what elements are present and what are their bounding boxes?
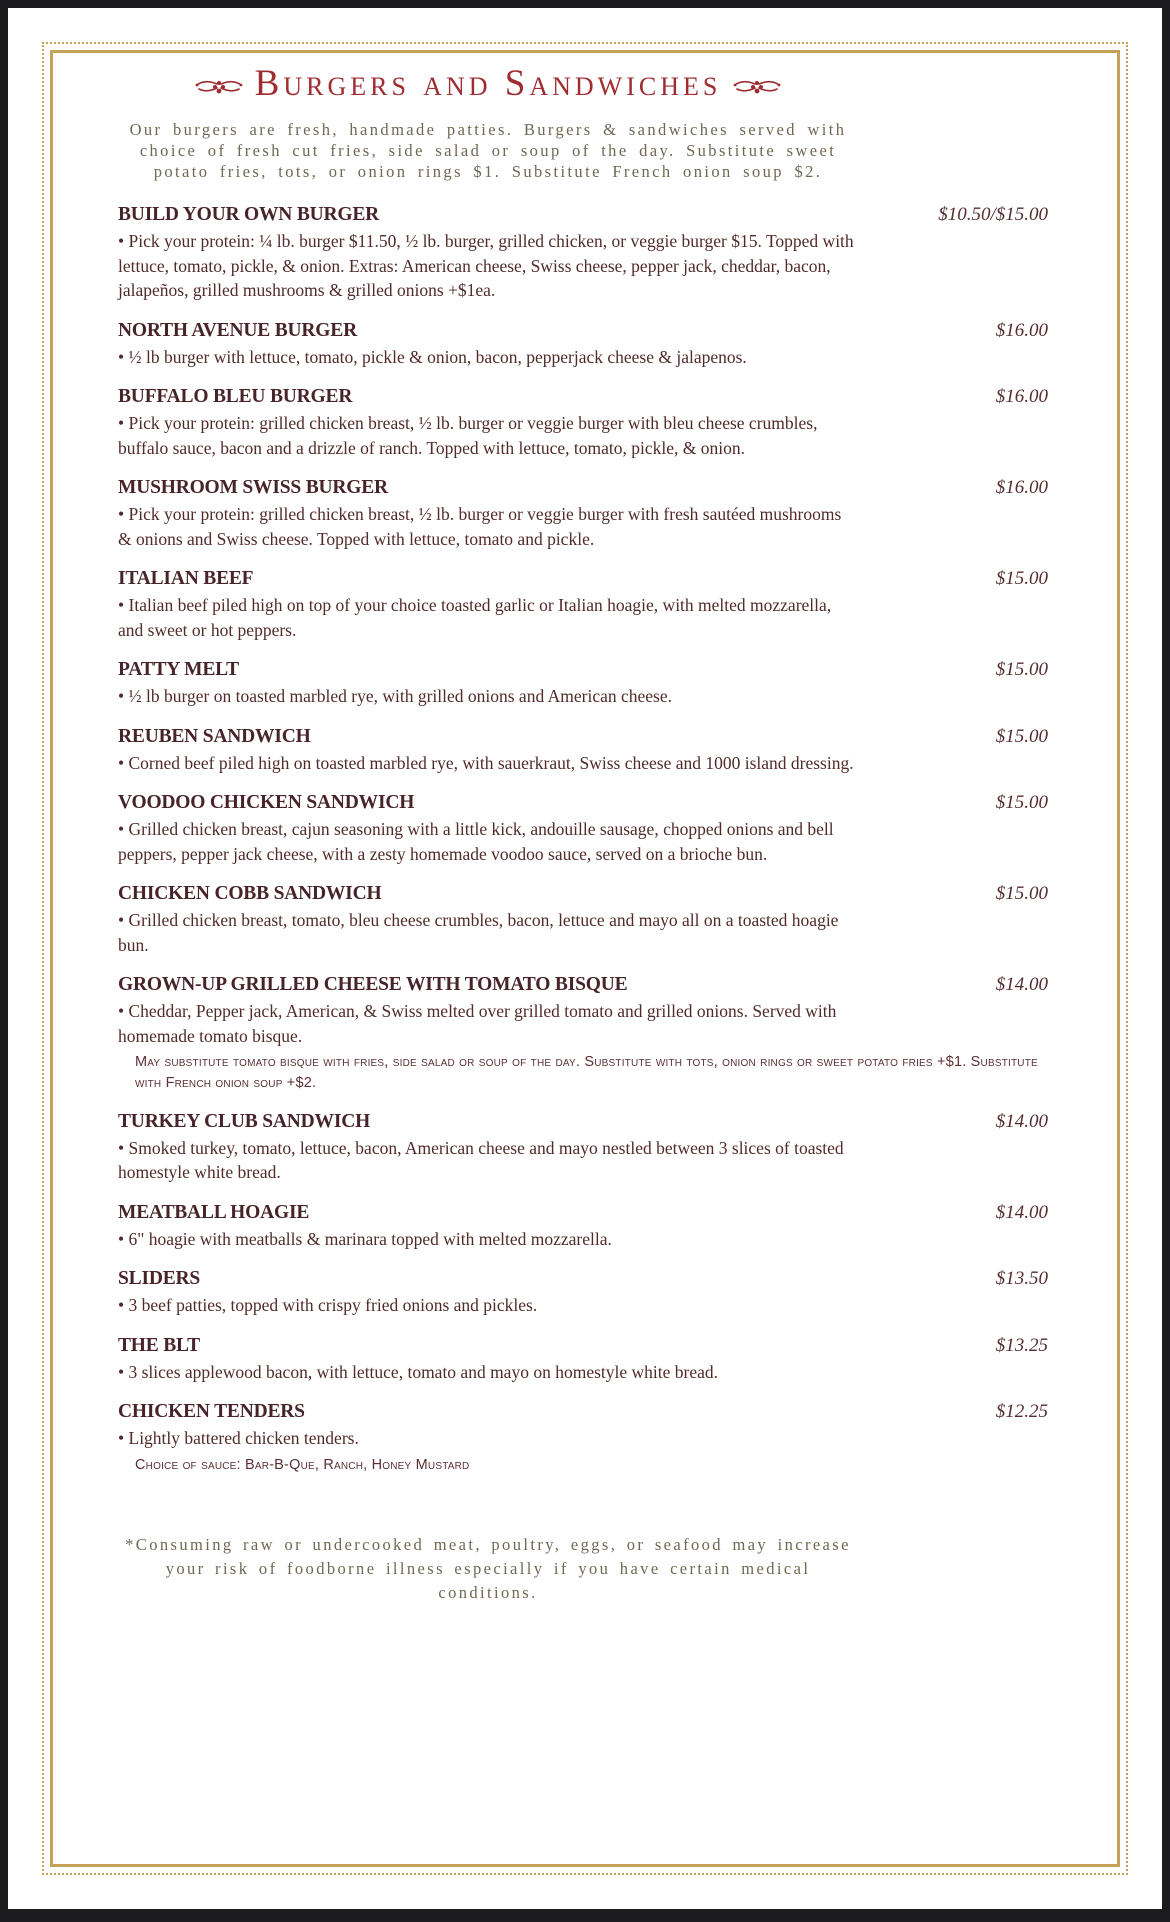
menu-item <box>118 792 1048 866</box>
item-price: $14.00 <box>995 1201 1048 1223</box>
section-title-row <box>118 62 858 105</box>
menu-item <box>118 974 1048 1093</box>
item-description: • Pick your protein: ¼ lb. burger $11.50, ½ lb. burger, grilled chicken, or veggie burger $15. Topped with lettuce, tomato, pickle, & onion. Extras: American cheese, Swiss cheese, pepper jack, cheddar, bacon, jalapeños, grilled mushrooms & grilled onions +$1ea. <box>118 231 854 301</box>
item-description: • Lightly battered chicken tenders. <box>118 1428 359 1448</box>
menu-card <box>8 8 1162 1909</box>
item-name: CHICKEN COBB SANDWICH <box>118 883 382 905</box>
item-name: THE BLT <box>118 1334 200 1356</box>
item-price: $13.25 <box>995 1334 1048 1356</box>
menu-item-head <box>118 974 1048 996</box>
disclaimer-text: *Consuming raw or undercooked meat, poultry, eggs, or seafood may increase your risk of foodborne illness especially if you have certain medical conditions. <box>125 1535 851 1602</box>
item-name: VOODOO CHICKEN SANDWICH <box>118 792 415 814</box>
menu-item <box>118 659 1048 709</box>
menu-item-head <box>118 1401 1048 1423</box>
item-price: $16.00 <box>995 386 1048 408</box>
menu-item-head <box>118 659 1048 681</box>
item-name: SLIDERS <box>118 1268 201 1289</box>
menu-item-head <box>118 320 1048 342</box>
item-description: • Italian beef piled high on top of your choice toasted garlic or Italian hoagie, with melted mozzarella, and sweet or hot peppers. <box>118 595 832 640</box>
item-name: NORTH AVENUE BURGER <box>118 319 357 341</box>
page-title: Burgers and Sandwiches <box>254 63 722 104</box>
menu-item-head <box>118 883 1048 905</box>
menu-item <box>118 1401 1048 1475</box>
menu-item <box>118 477 1048 551</box>
menu-item <box>118 386 1048 460</box>
item-name: BUILD YOUR OWN BURGER <box>118 204 380 226</box>
item-description: • Corned beef piled high on toasted marbled rye, with sauerkraut, Swiss cheese and 1000 island dressing. <box>118 752 854 773</box>
item-price: $13.50 <box>995 1268 1048 1289</box>
item-name: MEATBALL HOAGIE <box>118 1201 310 1223</box>
item-name: REUBEN SANDWICH <box>118 725 311 747</box>
menu-item-head <box>118 386 1048 408</box>
item-description: • Grilled chicken breast, tomato, bleu cheese crumbles, bacon, lettuce and mayo all on a toasted hoagie bun. <box>118 910 839 955</box>
item-price: $15.00 <box>995 725 1048 747</box>
item-name: PATTY MELT <box>118 659 239 681</box>
item-description: • Pick your protein: grilled chicken breast, ½ lb. burger or veggie burger with bleu cheese crumbles, buffalo sauce, bacon and a drizzle of ranch. Topped with lettuce, tomato, pickle, & onion. <box>118 413 818 458</box>
item-price: $16.00 <box>995 319 1048 341</box>
menu-item-head <box>118 204 1048 226</box>
item-description: • 6" hoagie with meatballs & marinara topped with melted mozzarella. <box>118 1228 612 1249</box>
flourish-icon <box>195 77 243 97</box>
menu-item-head <box>118 1202 1048 1224</box>
menu-item <box>118 204 1048 303</box>
menu-item <box>118 1268 1048 1318</box>
menu-item <box>118 568 1048 642</box>
item-price: $12.25 <box>995 1401 1048 1422</box>
item-note: May substitute tomato bisque with fries, side salad or soup of the day. Substitute with tots, onion rings or sweet potato fries +$1. Substitute with French onion soup +$2. <box>135 1054 1038 1091</box>
menu-item-head <box>118 477 1048 499</box>
menu-content <box>118 62 1048 1605</box>
menu-item <box>118 726 1048 776</box>
menu-item-head <box>118 568 1048 590</box>
menu-item <box>118 1111 1048 1185</box>
item-description: • Grilled chicken breast, cajun seasoning with a little kick, andouille sausage, chopped onions and bell peppers, pepper jack cheese, with a zesty homemade voodoo sauce, served on a brioche bun. <box>118 819 834 864</box>
item-price: $15.00 <box>995 883 1048 905</box>
item-description: • 3 slices applewood bacon, with lettuce, tomato and mayo on homestyle white bread. <box>118 1361 718 1382</box>
item-price: $14.00 <box>995 1110 1048 1132</box>
menu-items <box>118 204 1048 1475</box>
item-name: MUSHROOM SWISS BURGER <box>118 477 388 499</box>
item-note: Choice of sauce: Bar-B-Que, Ranch, Honey Mustard <box>135 1456 470 1473</box>
item-name: TURKEY CLUB SANDWICH <box>118 1110 371 1132</box>
menu-item <box>118 320 1048 370</box>
item-description: • Smoked turkey, tomato, lettuce, bacon, American cheese and mayo nestled between 3 slices of toasted homestyle white bread. <box>118 1137 844 1182</box>
menu-item-head <box>118 1268 1048 1290</box>
menu-item-head <box>118 726 1048 748</box>
item-description: • ½ lb burger with lettuce, tomato, pickle & onion, bacon, pepperjack cheese & jalapenos. <box>118 346 747 367</box>
item-description: • Cheddar, Pepper jack, American, & Swiss melted over grilled tomato and grilled onions. Served with homemade tomato bisque. <box>118 1001 837 1046</box>
intro-text: Our burgers are fresh, handmade patties. Burgers & sandwiches served with choice of fresh cut fries, side salad or soup of the day. Substitute sweet potato fries, tots, or onion rings $1. Substitute French onion soup $2. <box>129 120 847 181</box>
item-name: ITALIAN BEEF <box>118 568 254 590</box>
item-name: GROWN-UP GRILLED CHEESE WITH TOMATO BISQUE <box>118 974 628 996</box>
menu-item-head <box>118 792 1048 814</box>
item-price: $15.00 <box>995 792 1048 814</box>
menu-item <box>118 1202 1048 1252</box>
item-price: $16.00 <box>995 477 1048 499</box>
item-description: • 3 beef patties, topped with crispy fried onions and pickles. <box>118 1295 538 1315</box>
menu-item <box>118 883 1048 957</box>
item-description: • Pick your protein: grilled chicken breast, ½ lb. burger or veggie burger with fresh sautéed mushrooms & onions and Swiss cheese. Topped with lettuce, tomato and pickle. <box>118 504 842 549</box>
menu-item-head <box>118 1111 1048 1133</box>
menu-item-head <box>118 1335 1048 1357</box>
item-price: $14.00 <box>995 974 1048 996</box>
flourish-icon <box>733 77 781 97</box>
menu-item <box>118 1335 1048 1385</box>
item-price: $15.00 <box>995 568 1048 590</box>
item-price: $15.00 <box>995 659 1048 681</box>
item-name: CHICKEN TENDERS <box>118 1401 305 1422</box>
item-name: BUFFALO BLEU BURGER <box>118 386 353 408</box>
item-price: $10.50/$15.00 <box>938 204 1048 226</box>
item-description: • ½ lb burger on toasted marbled rye, with grilled onions and American cheese. <box>118 686 672 707</box>
